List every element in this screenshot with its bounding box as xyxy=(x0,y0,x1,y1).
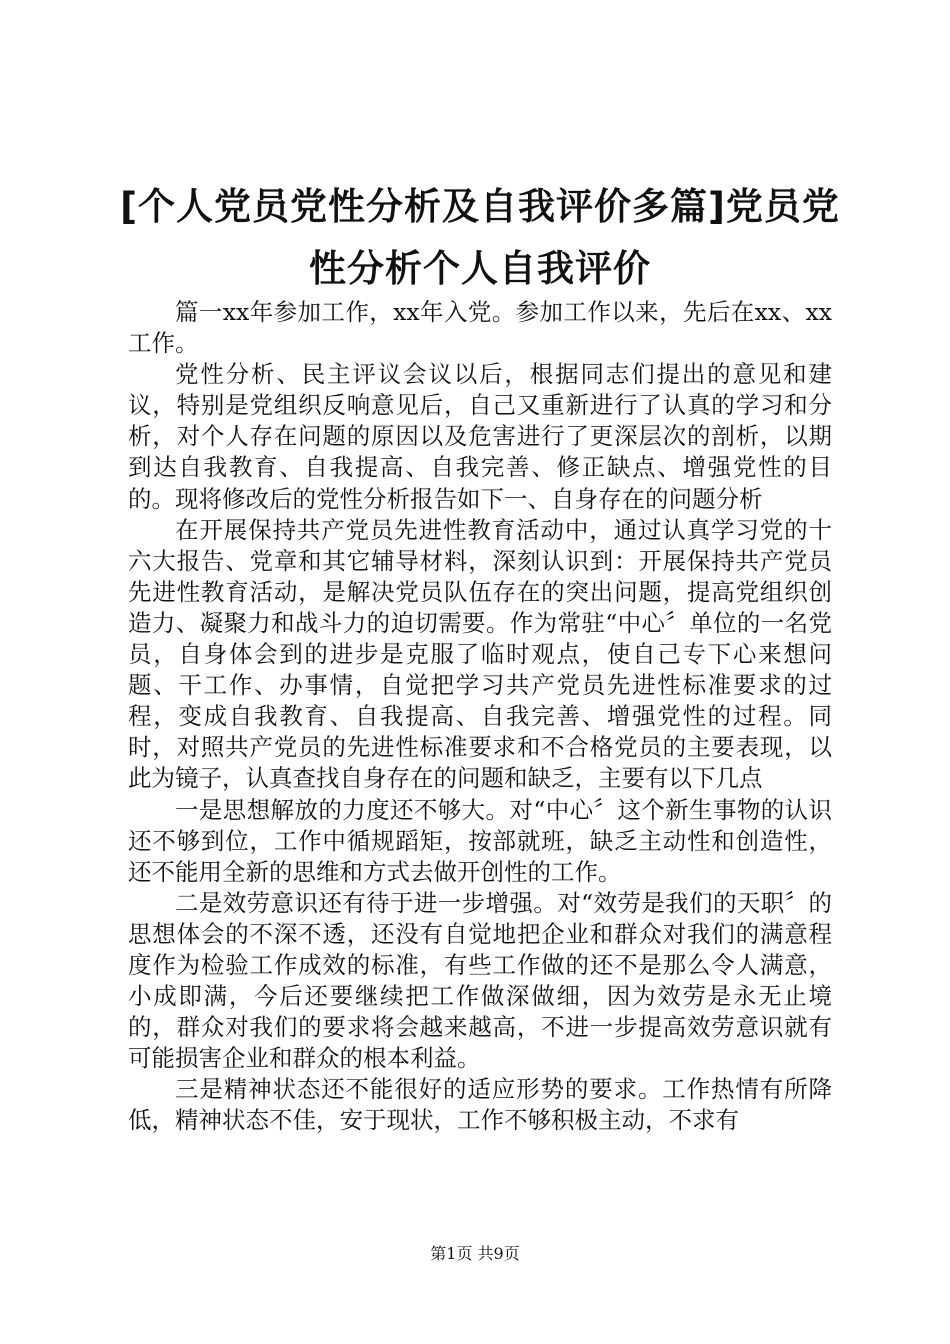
paragraph-6: 三是精神状态还不能很好的适应形势的要求。工作热情有所降低，精神状态不佳，安于现状，工作不够积极主动，不求有 xyxy=(128,1075,832,1135)
paragraph-5: 二是效劳意识还有待于进一步增强。对“效劳是我们的天职〞的思想体会的不深不透，还没有自觉地把企业和群众对我们的满意程度作为检验工作成效的标准，有些工作做的还不是那么令人满意，小成即满，今后还要继续把工作做深做细，因为效劳是永无止境的，群众对我们的要求将会越来越高，不进一步提高效劳意识就有可能损害企业和群众的根本利益。 xyxy=(128,888,832,1073)
paragraph-3: 在开展保持共产党员先进性教育活动中，通过认真学习党的十六大报告、党章和其它辅导材料，深刻认识到：开展保持共产党员先进性教育活动，是解决党员队伍存在的突出问题，提高党组织创造力、凝聚力和战斗力的迫切需要。作为常驻“中心〞单位的一名党员，自身体会到的进步是克服了临时观点，使自己专下心来想问题、干工作、办事情，自觉把学习共产党员先进性标准要求的过程，变成自我教育、自我提高、自我完善、增强党性的过程。同时，对照共产党员的先进性标准要求和不合格党员的主要表现，以此为镜子，认真查找自身存在的问题和缺乏，主要有以下几点 xyxy=(128,515,832,793)
page-number-footer: 第1页 共9页 xyxy=(430,1244,520,1263)
paragraph-4: 一是思想解放的力度还不够大。对“中心〞这个新生事物的认识还不够到位，工作中循规蹈矩，按部就班，缺乏主动性和创造性，还不能用全新的思维和方式去做开创性的工作。 xyxy=(128,795,832,886)
document-title: [个人党员党性分析及自我评价多篇]党员党性分析个人自我评价 xyxy=(120,185,840,290)
paragraph-1: 篇一xx年参加工作，xx年入党。参加工作以来，先后在xx、xx工作。 xyxy=(128,298,832,358)
paragraph-2: 党性分析、民主评议会议以后，根据同志们提出的意见和建议，特别是党组织反响意见后，自己又重新进行了认真的学习和分析，对个人存在问题的原因以及危害进行了更深层次的剖析，以期到达自我教育、自我提高、自我完善、修正缺点、增强党性的目的。现将修改后的党性分析报告如下一、自身存在的问题分析 xyxy=(128,360,832,513)
document-body xyxy=(128,297,832,1137)
